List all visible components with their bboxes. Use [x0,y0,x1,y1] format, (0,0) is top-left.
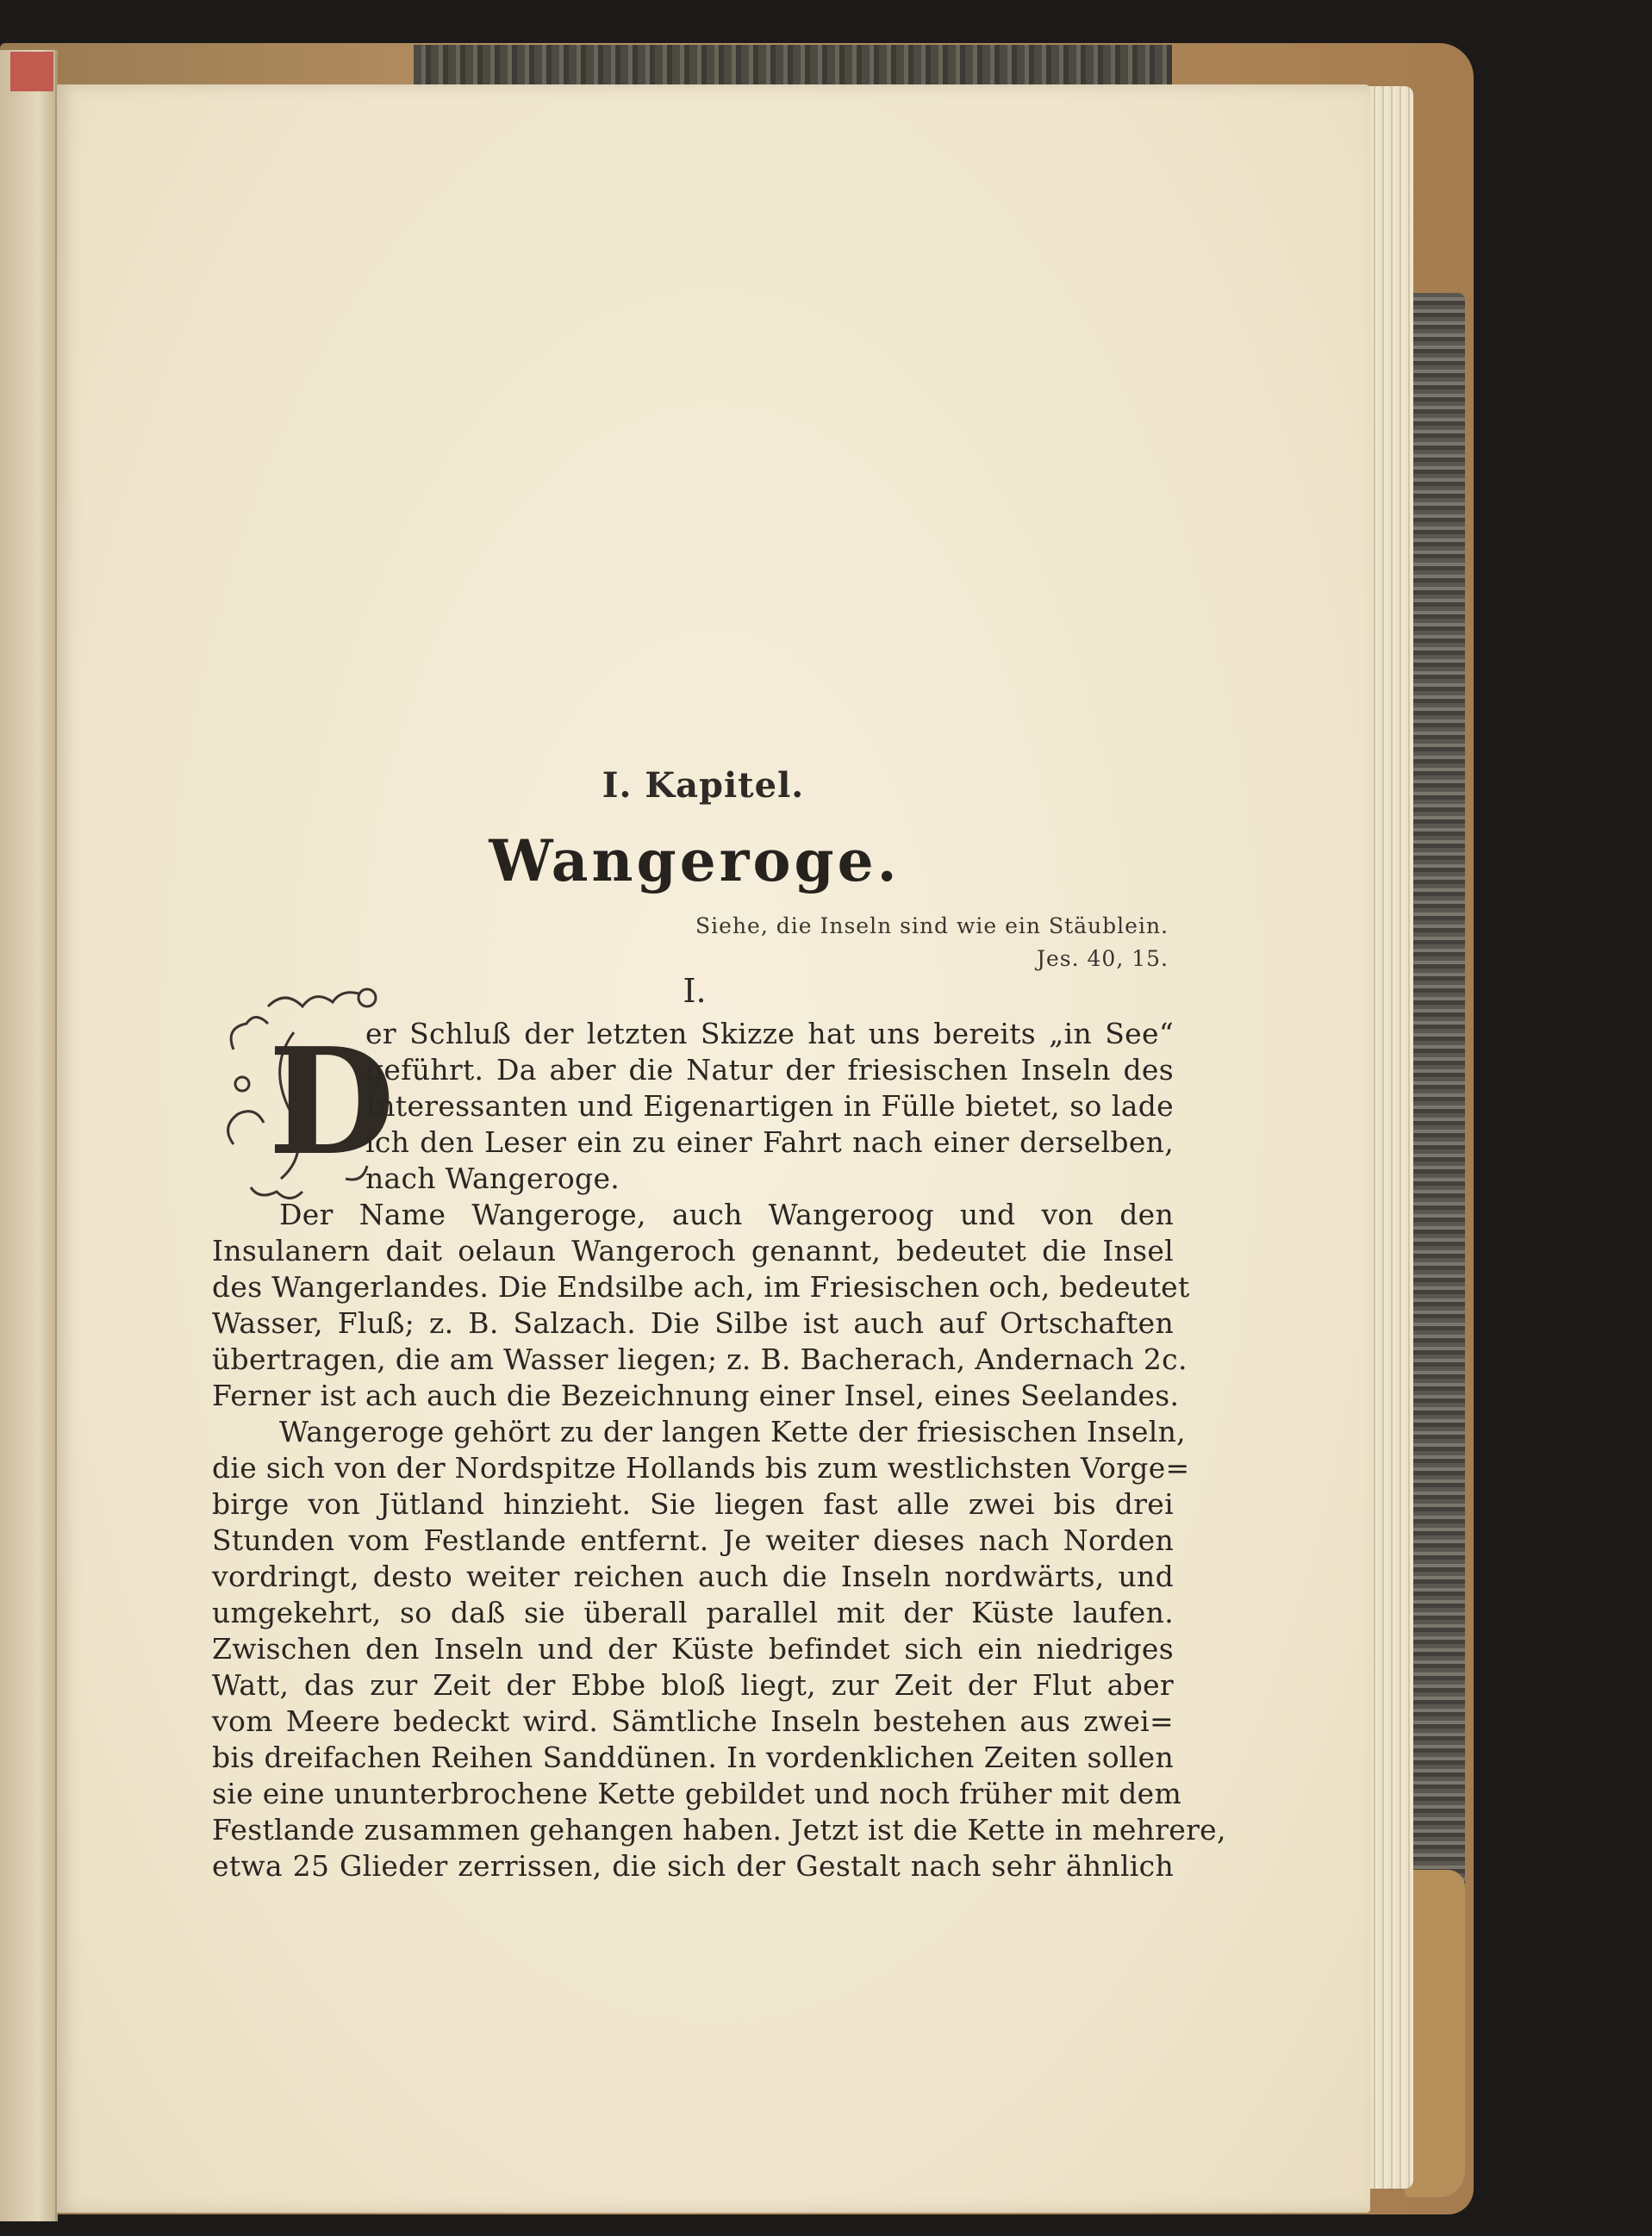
text-line: Wangeroge gehört zu der langen Kette der friesischen Inseln, [279,1415,1186,1448]
text-line: birge von Jütland hinzieht. Sie liegen fast alle zwei bis drei [212,1487,1174,1521]
text-line: Insulanern dait oelaun Wangeroch genannt, bedeutet die Insel [212,1234,1174,1267]
text-line: des Wangerlandes. Die Endsilbe ach, im Friesischen och, bedeutet [212,1270,1190,1304]
left-page-marker [10,52,53,91]
text-line: nach Wangeroge. [365,1162,620,1195]
text-line: vordringt, desto weiter reichen auch die Inseln nordwärts, und [212,1560,1174,1593]
text-line: etwa 25 Glieder zerrissen, die sich der Gestalt nach sehr ähnlich [212,1849,1174,1883]
text-line: übertragen, die am Wasser liegen; z. B. Bacherach, Andernach 2c. [212,1342,1188,1376]
text-line: Watt, das zur Zeit der Ebbe bloß liegt, zur Zeit der Flut aber [212,1668,1174,1702]
epigraph-quote: Siehe, die Inseln sind wie ein Stäublein. [695,913,1169,938]
text-line: Festlande zusammen gehangen haben. Jetzt ist die Kette in mehrere, [212,1813,1226,1847]
dropcap-letter: D [268,1016,396,1188]
text-line: Wasser, Fluß; z. B. Salzach. Die Silbe ist auch auf Ortschaften [212,1306,1174,1340]
text-line: bis dreifachen Reihen Sanddünen. In vordenklichen Zeiten sollen [212,1741,1174,1774]
text-line: ich den Leser ein zu einer Fahrt nach einer derselben, [365,1125,1174,1159]
epigraph-source: Jes. 40, 15. [1036,946,1169,971]
worn-corner [1405,1870,1465,2197]
text-line: Interessanten und Eigenartigen in Fülle bietet, so lade [365,1089,1174,1123]
text-line: Der Name Wangeroge, auch Wangeroog und von den [279,1198,1174,1231]
text-line: Ferner ist ach auch die Bezeichnung einer Insel, eines Seelandes. [212,1379,1180,1412]
text-line: er Schluß der letzten Skizze hat uns bereits „in See“ [365,1017,1174,1050]
text-line: Stunden vom Festlande entfernt. Je weiter dieses nach Norden [212,1523,1174,1557]
text-line: geführt. Da aber die Natur der friesischen Inseln des [365,1053,1174,1087]
left-page-edge [0,50,58,2221]
text-line: vom Meere bedeckt wird. Sämtliche Inseln bestehen aus zwei= [212,1704,1174,1738]
text-line: die sich von der Nordspitze Hollands bis zum westlichsten Vorge= [212,1451,1190,1485]
text-line: umgekehrt, so daß sie überall parallel mit der Küste laufen. [212,1596,1174,1629]
chapter-heading: I. Kapitel. [602,765,805,806]
section-number: I. [683,972,707,1010]
text-line: Zwischen den Inseln und der Küste befindet sich ein niedriges [212,1632,1174,1666]
text-line: sie eine ununterbrochene Kette gebildet und noch früher mit dem [212,1777,1182,1810]
book-page [57,84,1370,2213]
page-title: Wangeroge. [489,827,901,894]
